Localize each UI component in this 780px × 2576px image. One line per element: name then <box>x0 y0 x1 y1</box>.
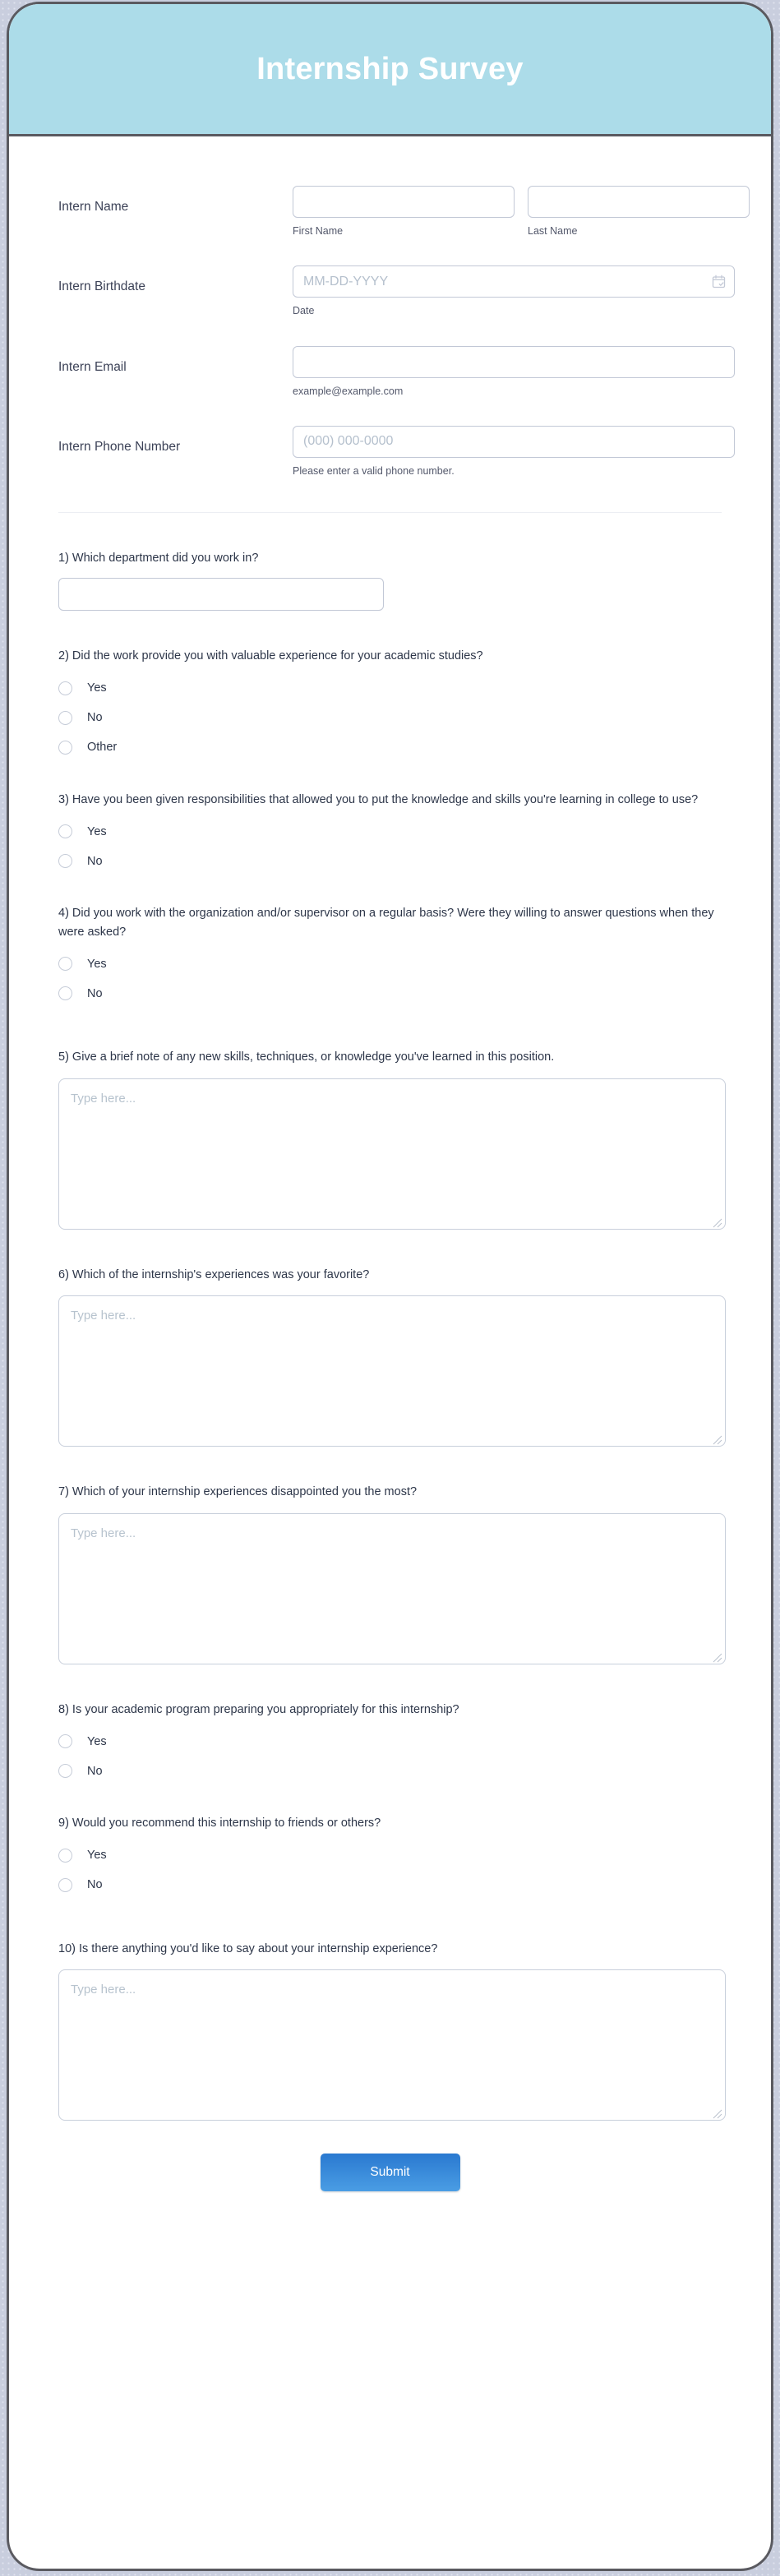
email-input[interactable] <box>293 346 735 378</box>
question-3-option-no[interactable] <box>58 850 722 872</box>
question-7-text: 7) Which of your internship experiences disappointed you the most? <box>58 1485 418 1499</box>
radio-circle-icon[interactable] <box>58 1764 72 1778</box>
question-3 <box>9 791 771 872</box>
first-name-group <box>293 186 515 238</box>
question-7-textarea[interactable] <box>58 1513 726 1664</box>
email-sublabel: example@example.com <box>293 385 404 397</box>
question-9-option-no[interactable] <box>58 1874 722 1896</box>
question-4-radio-group <box>58 953 722 1004</box>
question-10-textarea[interactable] <box>58 1969 726 2121</box>
question-6-text: 6) Which of the internship's experiences was your favorite? <box>58 1267 370 1281</box>
question-6-textarea[interactable] <box>58 1295 726 1447</box>
question-9-text: 9) Would you recommend this internship to friends or others? <box>58 1817 381 1830</box>
question-3-text: 3) Have you been given responsibilities that allowed you to put the knowledge and skills you're learning in college to use? <box>58 792 699 806</box>
survey-form-card <box>7 2 773 2571</box>
question-1 <box>9 549 771 611</box>
radio-option-label: Yes <box>87 957 107 971</box>
question-8 <box>9 1701 771 1782</box>
question-1-text: 1) Which department did you work in? <box>58 552 259 565</box>
intern-birthdate-control <box>293 265 735 317</box>
question-4 <box>9 904 771 1004</box>
field-row-intern-phone <box>9 426 771 478</box>
radio-option-label: No <box>87 854 103 868</box>
radio-option-label: Yes <box>87 1734 107 1748</box>
submit-button[interactable]: Submit <box>321 2154 460 2191</box>
form-header <box>9 4 771 136</box>
question-10-text: 10) Is there anything you'd like to say about your internship experience? <box>58 1941 438 1955</box>
radio-circle-icon[interactable] <box>58 681 72 695</box>
radio-option-label: No <box>87 1878 103 1892</box>
question-6 <box>9 1266 771 1447</box>
question-3-radio-group <box>58 820 722 872</box>
question-2-radio-group <box>58 677 722 759</box>
last-name-group <box>528 186 750 238</box>
question-2-option-other[interactable] <box>58 736 722 759</box>
question-7 <box>9 1483 771 1664</box>
question-9 <box>9 1814 771 1895</box>
first-name-sublabel: First Name <box>293 225 344 237</box>
field-row-intern-name <box>9 186 771 238</box>
birthdate-sublabel: Date <box>293 305 315 317</box>
birthdate-input[interactable] <box>293 265 735 298</box>
radio-circle-icon[interactable] <box>58 854 72 868</box>
question-8-option-no[interactable] <box>58 1760 722 1782</box>
intern-name-label: Intern Name <box>58 200 129 214</box>
question-2-option-yes[interactable] <box>58 677 722 699</box>
radio-circle-icon[interactable] <box>58 1849 72 1863</box>
radio-circle-icon[interactable] <box>58 824 72 838</box>
radio-circle-icon[interactable] <box>58 711 72 725</box>
intern-phone-label: Intern Phone Number <box>58 439 181 454</box>
question-5-textarea[interactable] <box>58 1078 726 1230</box>
radio-circle-icon[interactable] <box>58 957 72 971</box>
radio-option-label: No <box>87 986 103 1000</box>
question-8-option-yes[interactable] <box>58 1730 722 1752</box>
question-5 <box>9 1048 771 1229</box>
question-3-option-yes[interactable] <box>58 820 722 843</box>
question-1-input[interactable] <box>58 578 384 611</box>
radio-option-label: No <box>87 711 103 725</box>
intern-birthdate-label: Intern Birthdate <box>58 279 145 294</box>
field-row-intern-birthdate <box>9 265 771 317</box>
radio-circle-icon[interactable] <box>58 986 72 1000</box>
phone-input[interactable] <box>293 426 735 458</box>
question-4-option-yes[interactable] <box>58 953 722 975</box>
phone-sublabel: Please enter a valid phone number. <box>293 464 455 477</box>
radio-circle-icon[interactable] <box>58 1734 72 1748</box>
radio-circle-icon[interactable] <box>58 741 72 755</box>
form-body <box>9 136 771 2191</box>
question-2-option-no[interactable] <box>58 707 722 729</box>
page-title: Internship Survey <box>256 52 524 86</box>
question-4-text: 4) Did you work with the organization and/or supervisor on a regular basis? Were they willing to answer questions when they were asked? <box>58 907 714 939</box>
intern-email-control <box>293 346 735 398</box>
submit-area <box>9 2121 771 2191</box>
radio-option-label: No <box>87 1764 103 1778</box>
intern-email-label: Intern Email <box>58 359 127 374</box>
question-4-option-no[interactable] <box>58 982 722 1004</box>
question-10 <box>9 1940 771 2121</box>
question-5-text: 5) Give a brief note of any new skills, techniques, or knowledge you've learned in this position. <box>58 1050 555 1064</box>
radio-option-label: Yes <box>87 824 107 838</box>
question-8-radio-group <box>58 1730 722 1782</box>
intern-phone-control <box>293 426 735 478</box>
question-9-option-yes[interactable] <box>58 1844 722 1867</box>
question-9-radio-group <box>58 1844 722 1896</box>
first-name-input[interactable] <box>293 186 515 218</box>
question-8-text: 8) Is your academic program preparing you appropriately for this internship? <box>58 1702 459 1716</box>
radio-option-label: Yes <box>87 1849 107 1863</box>
question-2-text: 2) Did the work provide you with valuable experience for your academic studies? <box>58 649 483 663</box>
radio-circle-icon[interactable] <box>58 1878 72 1892</box>
last-name-input[interactable] <box>528 186 750 218</box>
radio-option-label: Yes <box>87 681 107 695</box>
last-name-sublabel: Last Name <box>528 225 578 237</box>
intern-name-control <box>293 186 750 238</box>
question-2 <box>9 647 771 758</box>
field-row-intern-email <box>9 346 771 398</box>
radio-option-label: Other <box>87 741 118 755</box>
